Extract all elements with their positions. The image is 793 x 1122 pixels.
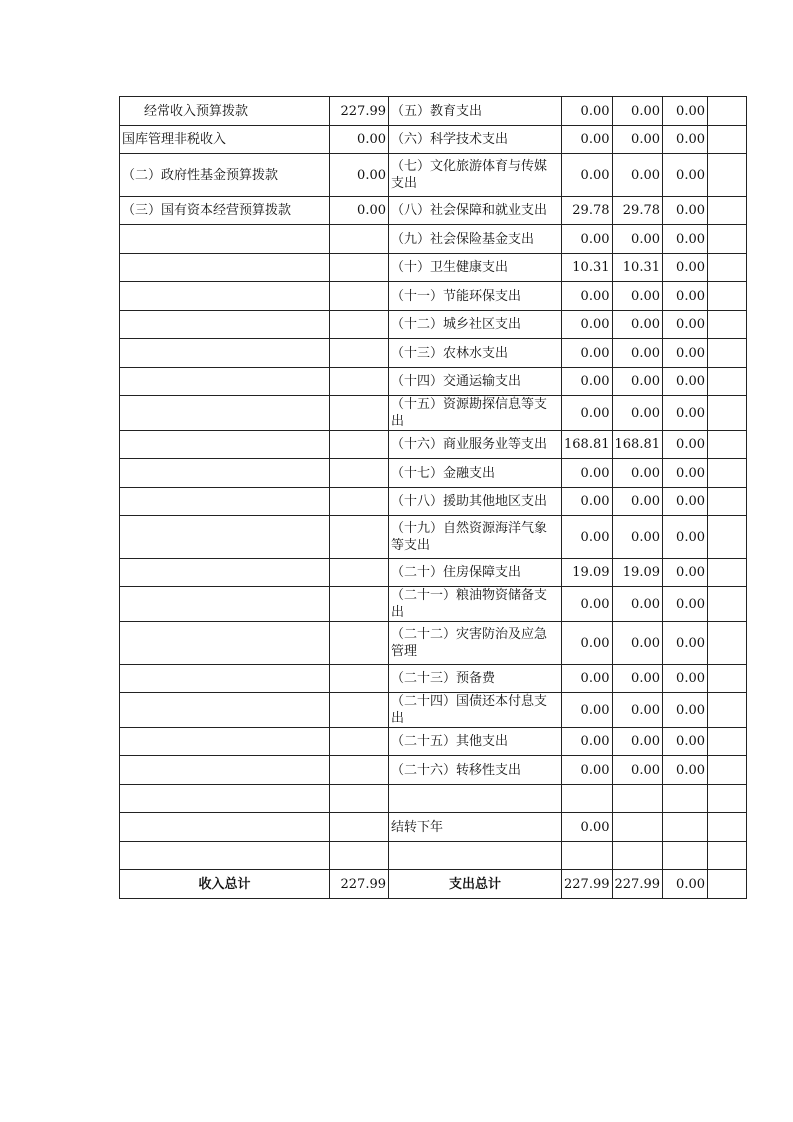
- expense-total-cell: 0.00: [562, 282, 613, 311]
- expense-total-label: 支出总计: [389, 870, 562, 899]
- budget-table: [119, 96, 747, 899]
- expense-total-general: 227.99: [612, 870, 663, 899]
- general-budget-cell: 0.00: [612, 622, 663, 665]
- table-row: [120, 842, 747, 870]
- general-budget-cell: [612, 813, 663, 842]
- general-budget-cell: 0.00: [612, 396, 663, 431]
- table-row: [120, 311, 747, 339]
- empty-cell: [708, 813, 747, 842]
- table-row: [120, 368, 747, 396]
- expense-total-cell: 0.00: [562, 693, 613, 728]
- expense-total-cell: 0.00: [562, 665, 613, 693]
- expense-item-cell: （二十六）转移性支出: [389, 756, 562, 785]
- budget-table-body: [120, 97, 747, 870]
- table-row: [120, 785, 747, 813]
- expense-item-cell: （五）教育支出: [389, 97, 562, 126]
- empty-cell: [708, 368, 747, 396]
- expense-item-cell: （十二）城乡社区支出: [389, 311, 562, 339]
- income-amount-cell: [330, 339, 389, 368]
- expense-total-cell: [562, 785, 613, 813]
- empty-cell: [708, 459, 747, 488]
- income-amount-cell: [330, 622, 389, 665]
- income-item-cell: [120, 587, 330, 622]
- fund-budget-cell: 0.00: [663, 396, 708, 431]
- general-budget-cell: 0.00: [612, 282, 663, 311]
- general-budget-cell: 0.00: [612, 693, 663, 728]
- general-budget-cell: 0.00: [612, 97, 663, 126]
- expense-total-cell: 0.00: [562, 396, 613, 431]
- general-budget-cell: 0.00: [612, 728, 663, 756]
- expense-item-cell: （十七）金融支出: [389, 459, 562, 488]
- empty-cell: [708, 870, 747, 899]
- expense-total-cell: 0.00: [562, 516, 613, 559]
- expense-item-cell: （八）社会保障和就业支出: [389, 197, 562, 225]
- fund-budget-cell: 0.00: [663, 459, 708, 488]
- fund-budget-cell: 0.00: [663, 488, 708, 516]
- general-budget-cell: 0.00: [612, 488, 663, 516]
- income-item-cell: [120, 396, 330, 431]
- income-item-cell: [120, 842, 330, 870]
- empty-cell: [708, 154, 747, 197]
- income-amount-cell: [330, 813, 389, 842]
- expense-total-cell: [562, 842, 613, 870]
- expense-total-cell: 0.00: [562, 813, 613, 842]
- expense-total-cell: 0.00: [562, 311, 613, 339]
- expense-total-cell: 0.00: [562, 488, 613, 516]
- empty-cell: [708, 756, 747, 785]
- empty-cell: [708, 197, 747, 225]
- general-budget-cell: 0.00: [612, 225, 663, 254]
- income-item-cell: （二）政府性基金预算拨款: [120, 154, 330, 197]
- expense-item-cell: （十六）商业服务业等支出: [389, 431, 562, 459]
- general-budget-cell: 0.00: [612, 154, 663, 197]
- table-row: [120, 154, 747, 197]
- fund-budget-cell: 0.00: [663, 756, 708, 785]
- general-budget-cell: 0.00: [612, 756, 663, 785]
- expense-item-cell: [389, 842, 562, 870]
- income-item-cell: [120, 622, 330, 665]
- empty-cell: [708, 516, 747, 559]
- income-item-cell: [120, 488, 330, 516]
- table-row: [120, 559, 747, 587]
- income-amount-cell: [330, 728, 389, 756]
- fund-budget-cell: 0.00: [663, 587, 708, 622]
- income-item-cell: [120, 665, 330, 693]
- expense-item-cell: （十五）资源勘探信息等支出: [389, 396, 562, 431]
- income-total-label: 收入总计: [120, 870, 330, 899]
- income-amount-cell: [330, 756, 389, 785]
- empty-cell: [708, 396, 747, 431]
- table-row: [120, 728, 747, 756]
- income-item-cell: [120, 459, 330, 488]
- general-budget-cell: 0.00: [612, 339, 663, 368]
- income-item-cell: [120, 368, 330, 396]
- income-item-cell: [120, 339, 330, 368]
- income-amount-cell: [330, 396, 389, 431]
- expense-item-cell: （十）卫生健康支出: [389, 254, 562, 282]
- expense-total-cell: 0.00: [562, 126, 613, 154]
- empty-cell: [708, 785, 747, 813]
- totals-row: [120, 870, 747, 899]
- empty-cell: [708, 622, 747, 665]
- expense-total-cell: 0.00: [562, 728, 613, 756]
- income-amount-cell: [330, 693, 389, 728]
- income-item-cell: [120, 756, 330, 785]
- empty-cell: [708, 431, 747, 459]
- fund-budget-cell: 0.00: [663, 154, 708, 197]
- general-budget-cell: 29.78: [612, 197, 663, 225]
- general-budget-cell: 168.81: [612, 431, 663, 459]
- table-row: [120, 516, 747, 559]
- expense-item-cell: （二十三）预备费: [389, 665, 562, 693]
- expense-total-cell: 0.00: [562, 339, 613, 368]
- general-budget-cell: 0.00: [612, 368, 663, 396]
- general-budget-cell: [612, 842, 663, 870]
- general-budget-cell: 0.00: [612, 311, 663, 339]
- empty-cell: [708, 126, 747, 154]
- expense-item-cell: [389, 785, 562, 813]
- empty-cell: [708, 254, 747, 282]
- income-amount-cell: [330, 225, 389, 254]
- expense-item-cell: （九）社会保险基金支出: [389, 225, 562, 254]
- table-row: [120, 396, 747, 431]
- expense-total-cell: 19.09: [562, 559, 613, 587]
- income-amount-cell: 227.99: [330, 97, 389, 126]
- empty-cell: [708, 693, 747, 728]
- fund-budget-cell: [663, 813, 708, 842]
- expense-total-cell: 0.00: [562, 756, 613, 785]
- income-amount-cell: [330, 559, 389, 587]
- general-budget-cell: 0.00: [612, 665, 663, 693]
- fund-budget-cell: 0.00: [663, 282, 708, 311]
- expense-item-cell: （二十二）灾害防治及应急管理: [389, 622, 562, 665]
- table-row: [120, 254, 747, 282]
- general-budget-cell: 0.00: [612, 516, 663, 559]
- expense-total-cell: 29.78: [562, 197, 613, 225]
- table-row: [120, 126, 747, 154]
- empty-cell: [708, 311, 747, 339]
- income-item-cell: [120, 728, 330, 756]
- fund-budget-cell: 0.00: [663, 559, 708, 587]
- table-row: [120, 431, 747, 459]
- empty-cell: [708, 488, 747, 516]
- expense-item-cell: （十四）交通运输支出: [389, 368, 562, 396]
- table-row: [120, 756, 747, 785]
- fund-budget-cell: 0.00: [663, 665, 708, 693]
- fund-budget-cell: [663, 842, 708, 870]
- expense-item-cell: （十三）农林水支出: [389, 339, 562, 368]
- general-budget-cell: 0.00: [612, 587, 663, 622]
- empty-cell: [708, 842, 747, 870]
- empty-cell: [708, 665, 747, 693]
- expense-total-cell: 0.00: [562, 97, 613, 126]
- expense-total-cell: 0.00: [562, 622, 613, 665]
- table-row: [120, 339, 747, 368]
- income-amount-cell: 0.00: [330, 197, 389, 225]
- expense-total-cell: 0.00: [562, 587, 613, 622]
- income-amount-cell: [330, 254, 389, 282]
- fund-budget-cell: 0.00: [663, 126, 708, 154]
- income-amount-cell: [330, 516, 389, 559]
- expense-item-cell: （十九）自然资源海洋气象等支出: [389, 516, 562, 559]
- income-amount-cell: [330, 488, 389, 516]
- empty-cell: [708, 587, 747, 622]
- table-row: [120, 197, 747, 225]
- empty-cell: [708, 339, 747, 368]
- income-amount-cell: [330, 311, 389, 339]
- income-item-cell: [120, 431, 330, 459]
- fund-budget-cell: 0.00: [663, 225, 708, 254]
- income-item-cell: [120, 282, 330, 311]
- income-amount-cell: 0.00: [330, 154, 389, 197]
- income-item-cell: [120, 559, 330, 587]
- expense-total-cell: 0.00: [562, 459, 613, 488]
- income-item-cell: [120, 693, 330, 728]
- empty-cell: [708, 559, 747, 587]
- expense-total-cell: 10.31: [562, 254, 613, 282]
- income-item-cell: [120, 516, 330, 559]
- expense-total-amount: 227.99: [562, 870, 613, 899]
- fund-budget-cell: 0.00: [663, 622, 708, 665]
- income-amount-cell: [330, 431, 389, 459]
- fund-budget-cell: 0.00: [663, 197, 708, 225]
- table-row: [120, 488, 747, 516]
- empty-cell: [708, 225, 747, 254]
- table-row: [120, 813, 747, 842]
- income-amount-cell: [330, 587, 389, 622]
- expense-item-cell: （十八）援助其他地区支出: [389, 488, 562, 516]
- empty-cell: [708, 728, 747, 756]
- fund-budget-cell: 0.00: [663, 368, 708, 396]
- empty-cell: [708, 97, 747, 126]
- expense-item-cell: （二十五）其他支出: [389, 728, 562, 756]
- income-item-cell: （三）国有资本经营预算拨款: [120, 197, 330, 225]
- general-budget-cell: 19.09: [612, 559, 663, 587]
- fund-budget-cell: 0.00: [663, 311, 708, 339]
- income-item-cell: [120, 311, 330, 339]
- table-row: [120, 97, 747, 126]
- general-budget-cell: [612, 785, 663, 813]
- fund-budget-cell: 0.00: [663, 728, 708, 756]
- expense-total-fund: 0.00: [663, 870, 708, 899]
- table-row: [120, 693, 747, 728]
- income-item-cell: 经常收入预算拨款: [120, 97, 330, 126]
- income-amount-cell: 0.00: [330, 126, 389, 154]
- expense-item-cell: （二十四）国债还本付息支出: [389, 693, 562, 728]
- expense-item-cell: （十一）节能环保支出: [389, 282, 562, 311]
- table-row: [120, 587, 747, 622]
- income-amount-cell: [330, 459, 389, 488]
- table-row: [120, 282, 747, 311]
- general-budget-cell: 0.00: [612, 459, 663, 488]
- expense-total-cell: 168.81: [562, 431, 613, 459]
- general-budget-cell: 10.31: [612, 254, 663, 282]
- expense-item-cell: （二十）住房保障支出: [389, 559, 562, 587]
- income-amount-cell: [330, 368, 389, 396]
- table-row: [120, 665, 747, 693]
- expense-total-cell: 0.00: [562, 225, 613, 254]
- fund-budget-cell: 0.00: [663, 431, 708, 459]
- general-budget-cell: 0.00: [612, 126, 663, 154]
- empty-cell: [708, 282, 747, 311]
- income-amount-cell: [330, 282, 389, 311]
- fund-budget-cell: [663, 785, 708, 813]
- income-item-cell: [120, 225, 330, 254]
- table-row: [120, 622, 747, 665]
- fund-budget-cell: 0.00: [663, 516, 708, 559]
- expense-item-cell: （七）文化旅游体育与传媒支出: [389, 154, 562, 197]
- income-item-cell: [120, 813, 330, 842]
- expense-total-cell: 0.00: [562, 154, 613, 197]
- table-row: [120, 225, 747, 254]
- table-row: [120, 459, 747, 488]
- expense-item-cell: （六）科学技术支出: [389, 126, 562, 154]
- expense-total-cell: 0.00: [562, 368, 613, 396]
- income-amount-cell: [330, 842, 389, 870]
- expense-item-cell: 结转下年: [389, 813, 562, 842]
- income-total-amount: 227.99: [330, 870, 389, 899]
- income-item-cell: [120, 254, 330, 282]
- fund-budget-cell: 0.00: [663, 339, 708, 368]
- fund-budget-cell: 0.00: [663, 97, 708, 126]
- expense-item-cell: （二十一）粮油物资储备支出: [389, 587, 562, 622]
- income-item-cell: 国库管理非税收入: [120, 126, 330, 154]
- fund-budget-cell: 0.00: [663, 693, 708, 728]
- fund-budget-cell: 0.00: [663, 254, 708, 282]
- income-amount-cell: [330, 785, 389, 813]
- income-amount-cell: [330, 665, 389, 693]
- income-item-cell: [120, 785, 330, 813]
